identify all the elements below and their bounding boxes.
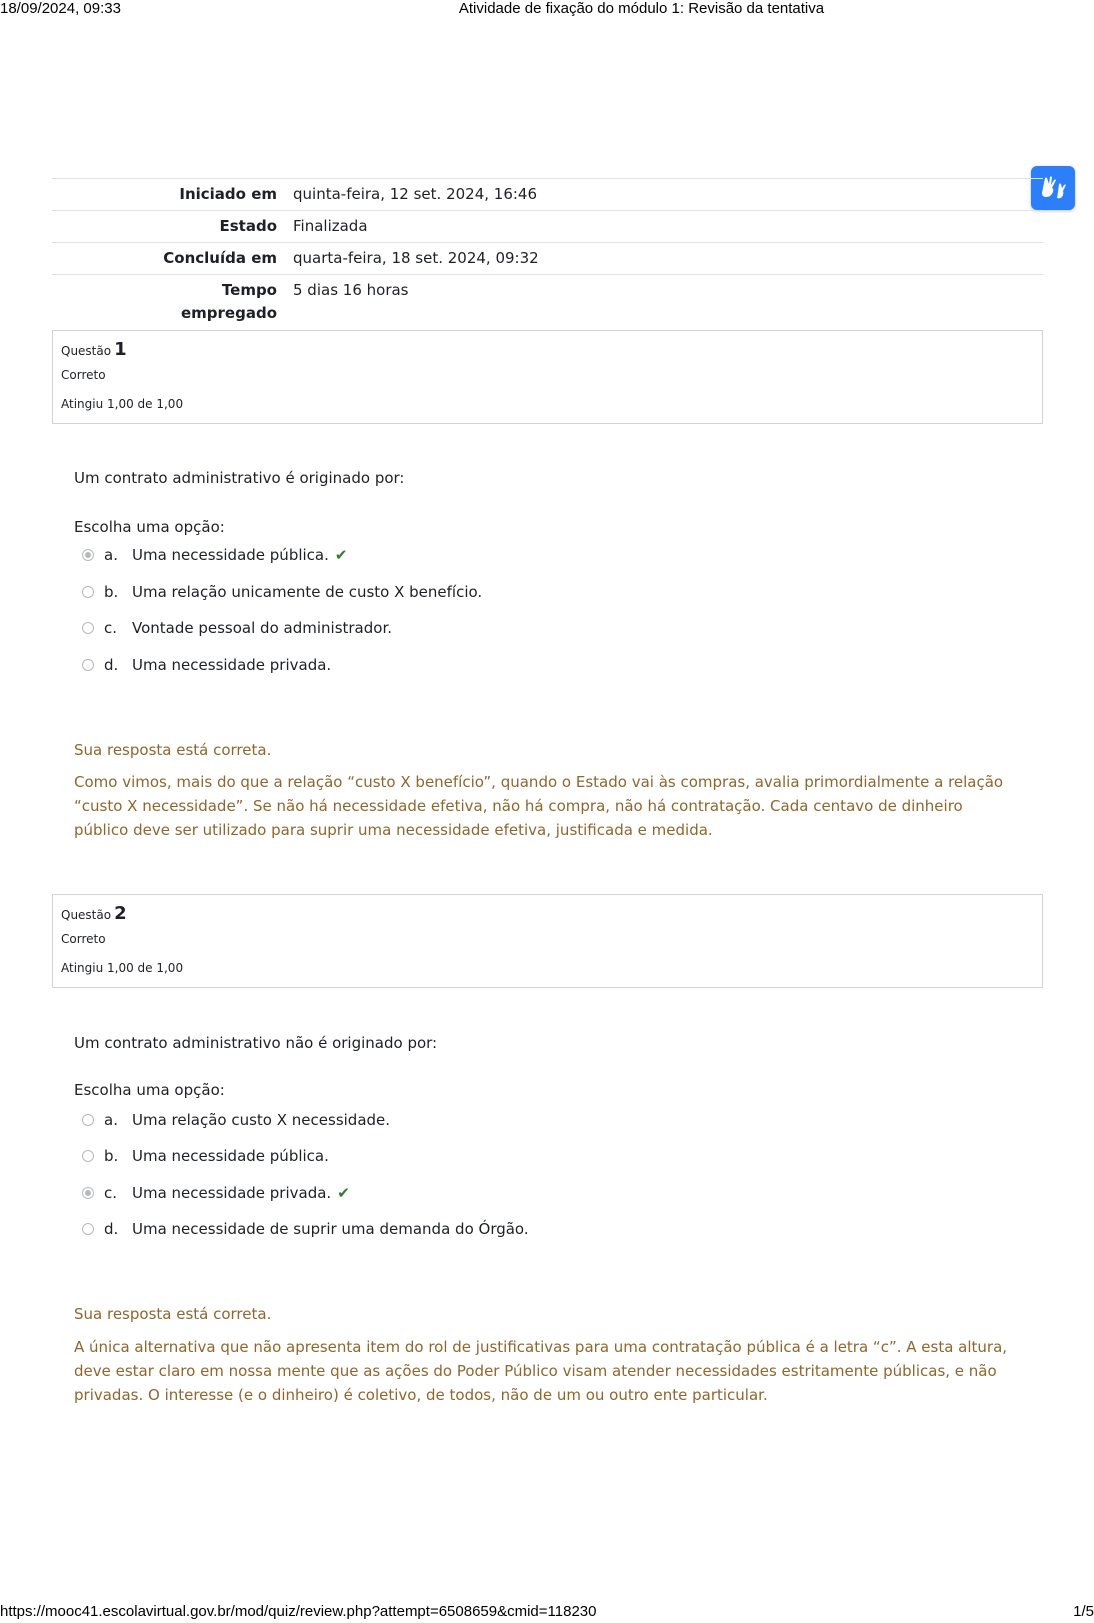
- summary-label: Iniciado em: [179, 185, 277, 203]
- summary-row: [52, 243, 1043, 275]
- question-label: Questão: [61, 344, 112, 358]
- option-text: Uma necessidade privada.: [132, 656, 332, 674]
- question-state: Correto: [61, 932, 106, 946]
- summary-value: quinta-feira, 12 set. 2024, 16:46: [293, 185, 538, 203]
- radio-button[interactable]: [82, 1187, 94, 1199]
- question-number: [61, 903, 127, 924]
- option-text: Uma necessidade de suprir uma demanda do Órgão.: [132, 1220, 529, 1238]
- summary-value: Finalizada: [293, 217, 368, 235]
- answer-option[interactable]: [82, 1217, 529, 1241]
- summary-label: Estado: [219, 217, 277, 235]
- summary-label: Concluída em: [163, 249, 277, 267]
- question-number-value: 2: [114, 903, 127, 924]
- option-letter: d.: [104, 656, 119, 674]
- print-url: https://mooc41.escolavirtual.gov.br/mod/quiz/review.php?attempt=6508659&cmid=118230: [0, 1603, 597, 1620]
- feedback-text: A única alternativa que não apresenta item do rol de justificativas para uma contratação pública é a letra “c”. A esta altura, deve estar claro em nossa mente que as ações do Poder Público visam atender necessidades estritamente públicas, e não privadas. O interesse (e o dinheiro) é coletivo, de todos, não de um ou outro ente particular.: [74, 1338, 1008, 1404]
- print-page-number: 1/5: [1073, 1603, 1094, 1620]
- radio-button[interactable]: [82, 549, 94, 561]
- sign-language-hands-icon: [1039, 174, 1067, 202]
- question-grade: Atingiu 1,00 de 1,00: [61, 961, 184, 975]
- option-text: Uma necessidade privada.: [132, 1184, 332, 1202]
- option-letter: a.: [104, 546, 118, 564]
- summary-row: [52, 275, 1043, 330]
- answer-option[interactable]: [82, 543, 347, 567]
- option-letter: c.: [104, 619, 118, 637]
- attempt-summary-table: [52, 178, 1043, 329]
- print-footer: [0, 1603, 1094, 1623]
- feedback-text: Como vimos, mais do que a relação “custo X benefício”, quando o Estado vai às compras, avalia primordialmente a relação “custo X necessidade”. Se não há necessidade efetiva, não há compra, não há contratação. Cada centavo de dinheiro público deve ser utilizado para suprir uma necessidade efetiva, justificada e medida.: [74, 773, 1004, 839]
- question-number-value: 1: [114, 339, 127, 360]
- question-state: Correto: [61, 368, 106, 382]
- choose-option-prompt: Escolha uma opção:: [74, 1081, 225, 1099]
- print-page-title: Atividade de fixação do módulo 1: Revisão da tentativa: [458, 0, 825, 17]
- checkmark-icon: ✔: [337, 1184, 350, 1202]
- option-letter: a.: [104, 1111, 118, 1129]
- option-text: Uma relação custo X necessidade.: [132, 1111, 391, 1129]
- question-label: Questão: [61, 908, 112, 922]
- radio-button[interactable]: [82, 1223, 94, 1235]
- option-letter: b.: [104, 1147, 119, 1165]
- summary-row: [52, 179, 1043, 211]
- print-datetime: 18/09/2024, 09:33: [0, 0, 121, 17]
- answer-option[interactable]: [82, 616, 392, 640]
- answer-option[interactable]: [82, 580, 482, 604]
- answer-option[interactable]: [82, 1181, 350, 1205]
- option-text: Vontade pessoal do administrador.: [132, 619, 393, 637]
- answer-option[interactable]: [82, 653, 331, 677]
- option-letter: b.: [104, 583, 119, 601]
- option-text: Uma relação unicamente de custo X benefício.: [132, 583, 483, 601]
- answer-option[interactable]: [82, 1108, 390, 1132]
- summary-label: Tempo empregado: [180, 281, 277, 322]
- summary-value: 5 dias 16 horas: [293, 281, 409, 299]
- radio-button[interactable]: [82, 622, 94, 634]
- radio-button[interactable]: [82, 1114, 94, 1126]
- radio-button[interactable]: [82, 659, 94, 671]
- question-text: Um contrato administrativo é originado por:: [74, 469, 405, 487]
- print-header: [0, 0, 1094, 20]
- checkmark-icon: ✔: [334, 546, 348, 564]
- summary-value: quarta-feira, 18 set. 2024, 09:32: [293, 249, 539, 267]
- option-letter: d.: [104, 1220, 119, 1238]
- question-info-box: [52, 330, 1043, 424]
- radio-button[interactable]: [82, 1150, 94, 1162]
- question-text: Um contrato administrativo não é originado por:: [74, 1034, 438, 1052]
- feedback-status: Sua resposta está correta.: [74, 741, 272, 759]
- option-text: Uma necessidade pública.: [132, 1147, 329, 1165]
- answer-option[interactable]: [82, 1144, 329, 1168]
- question-info-box: [52, 894, 1043, 988]
- question-number: [61, 339, 127, 360]
- radio-button[interactable]: [82, 586, 94, 598]
- choose-option-prompt: Escolha uma opção:: [74, 518, 225, 536]
- question-grade: Atingiu 1,00 de 1,00: [61, 397, 184, 411]
- option-text: Uma necessidade pública.: [132, 546, 329, 564]
- feedback-status: Sua resposta está correta.: [74, 1305, 272, 1323]
- summary-row: [52, 211, 1043, 243]
- option-letter: c.: [104, 1184, 118, 1202]
